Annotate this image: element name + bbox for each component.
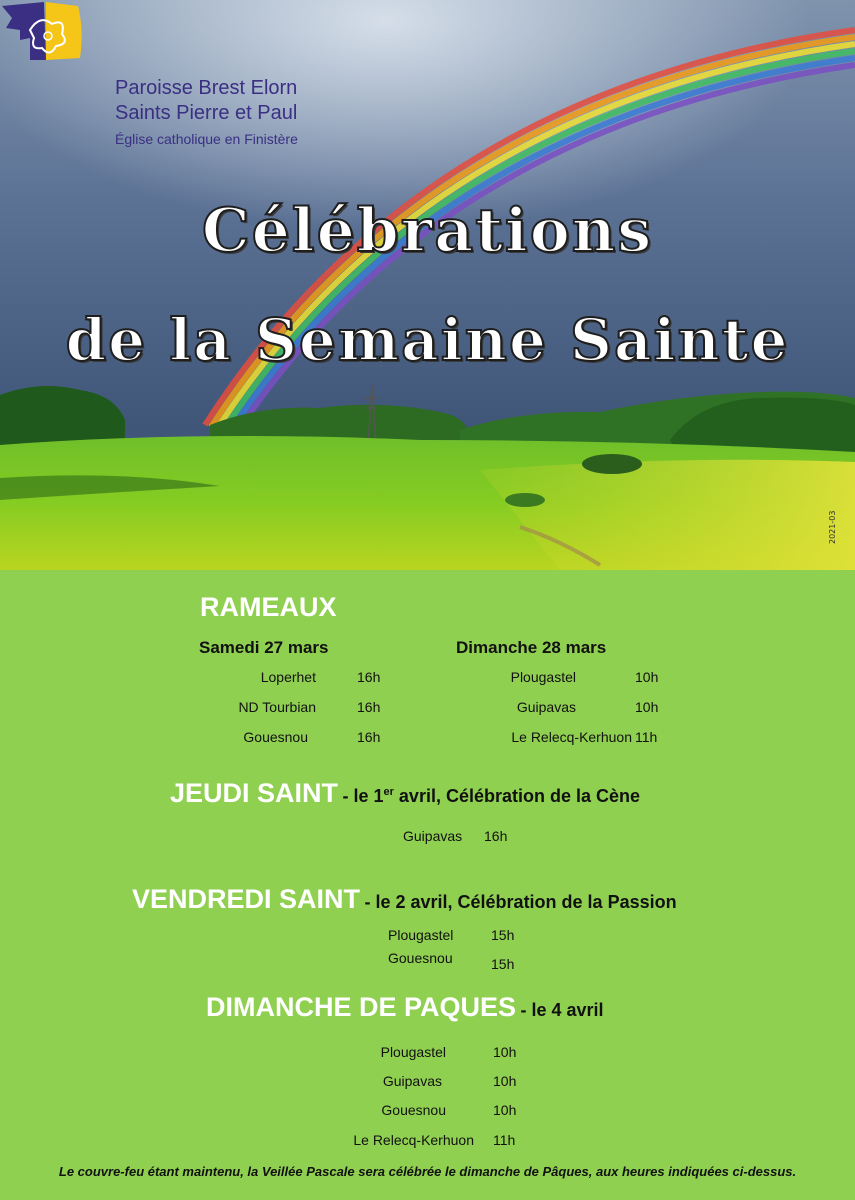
section-header-paques [206,992,604,1023]
hero-photo [0,0,855,570]
parish-name-line2: Saints Pierre et Paul [115,102,298,124]
section-title-vendredi: VENDREDI SAINT [132,884,361,914]
mass-time: 15h [491,927,515,943]
section-header-vendredi [132,884,677,915]
poster-title-line2: de la Semaine Sainte [65,306,790,374]
day-label-sunday: Dimanche 28 mars [456,638,607,657]
parish-name-line1: Paroisse Brest Elorn [115,77,298,99]
place-name: Plougastel [380,1044,446,1060]
mass-time: 10h [493,1044,517,1060]
mass-time: 10h [635,669,659,685]
mass-time: 11h [493,1132,516,1148]
mass-time: 10h [493,1073,517,1089]
mass-time: 16h [484,828,508,844]
section-subtitle-jeudi [342,786,640,806]
place-name: Gouesnou [381,1102,446,1118]
mass-time: 15h [491,956,515,972]
mass-time: 11h [635,729,658,745]
section-subtitle-vendredi: - le 2 avril, Célébration de la Passion [364,892,677,912]
day-label-saturday: Samedi 27 mars [199,638,329,657]
schedule-panel [0,570,855,1200]
mass-time: 16h [357,729,381,745]
parish-name-block [115,76,298,149]
mass-time: 16h [357,699,381,715]
section-subtitle-paques: - le 4 avril [520,1000,604,1020]
subtitle-suffix: avril, Célébration de la Cène [393,786,641,806]
section-title-rameaux: RAMEAUX [200,592,337,622]
section-title-paques: DIMANCHE DE PAQUES [206,992,517,1022]
subtitle-ordinal: er [383,786,394,798]
parish-logo [0,0,90,62]
place-name: Le Relecq-Kerhuon [353,1132,474,1148]
place-name: Guipavas [382,1073,442,1089]
mass-time: 10h [493,1102,517,1118]
reference-code: 2021-03 [828,510,837,544]
place-name: Plougastel [388,927,454,943]
place-name: Le Relecq-Kerhuon [511,729,632,745]
place-name: Loperhet [260,669,316,685]
section-title-jeudi: JEUDI SAINT [170,778,339,808]
place-name: Gouesnou [388,950,453,966]
subtitle-prefix: - le 1 [342,786,384,806]
section-header-jeudi [170,778,640,809]
poster-title-line1: Célébrations [201,196,654,266]
footnote-curfew: Le couvre-feu étant maintenu, la Veillée Pascale sera célébrée le dimanche de Pâques, aux heures indiquées ci-dessus. [58,1164,797,1179]
place-name: Guipavas [516,699,576,715]
place-name: Gouesnou [243,729,308,745]
mass-time: 16h [357,669,381,685]
parish-diocese: Église catholique en Finistère [115,131,298,147]
place-name: Guipavas [403,828,463,844]
mass-time: 10h [635,699,659,715]
place-name: ND Tourbian [238,699,316,715]
place-name: Plougastel [510,669,576,685]
